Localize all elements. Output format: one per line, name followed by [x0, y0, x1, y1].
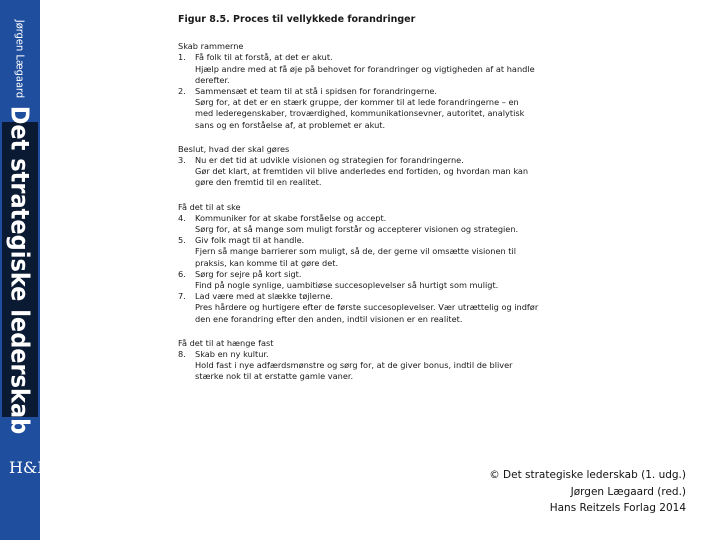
item-line: Sørg for, at det er en stærk gruppe, der kommer til at lede forandringerne – en [195, 97, 519, 108]
item-text [195, 52, 578, 86]
item-text [195, 349, 578, 383]
section-heading: Skab rammerne [178, 41, 244, 52]
section-heading: Få det til at hænge fast [178, 337, 274, 348]
item-line: Hjælp andre med at få øje på behovet for forandringer og vigtigheden af at handle [195, 63, 535, 74]
item-line: Giv folk magt til at handle. [195, 235, 305, 246]
list-item [178, 86, 578, 131]
figure-section [178, 338, 578, 383]
item-line: Sørg for sejre på kort sigt. [195, 268, 302, 279]
item-text [195, 291, 578, 325]
item-number: 4. [178, 212, 186, 223]
figure-section [178, 41, 578, 131]
list-item [178, 269, 578, 291]
item-line: Nu er det tid at udvikle visionen og strategien for forandringerne. [195, 155, 464, 166]
item-line: med lederegenskaber, troværdighed, kommunikationsevner, autoritet, analytisk [195, 108, 525, 119]
item-text [195, 235, 578, 269]
caption-line: © Det strategiske lederskab (1. udg.) [489, 469, 686, 481]
figure-section [178, 144, 578, 189]
item-line: Gør det klart, at fremtiden vil blive anderledes end fortiden, og hvordan man kan [195, 166, 529, 177]
item-number: 3. [178, 155, 186, 166]
item-line: Fjern så mange barrierer som muligt, så de, der gerne vil omsætte visionen til [195, 246, 517, 257]
item-number: 6. [178, 268, 186, 279]
item-line: praksis, kan komme til at gøre det. [195, 257, 339, 268]
book-spine [0, 0, 50, 540]
figure-section [178, 202, 578, 325]
spine-title: Det strategiske lederskab [5, 105, 35, 434]
item-text [195, 86, 578, 131]
item-line: Kommuniker for at skabe forståelse og accept. [195, 212, 387, 223]
item-line: Sørg for, at så mange som muligt forstår og accepterer visionen og strategien. [195, 224, 519, 235]
copyright-caption [489, 467, 686, 517]
list-item [178, 291, 578, 325]
item-number: 7. [178, 291, 186, 302]
item-line: Pres hårdere og hurtigere efter de første succesoplevelser. Vær utrættelig og indfør [195, 302, 539, 313]
item-line: derefter. [195, 74, 230, 85]
list-item [178, 349, 578, 383]
item-number: 2. [178, 86, 186, 97]
figure-title: Figur 8.5. Proces til vellykkede forandringer [178, 14, 416, 25]
section-heading: Beslut, hvad der skal gøres [178, 143, 290, 154]
figure-sections [178, 41, 578, 382]
item-line: Få folk til at forstå, at det er akut. [195, 52, 333, 63]
item-line: Hold fast i nye adfærdsmønstre og sørg for, at de giver bonus, indtil de bliver [195, 360, 513, 371]
list-item [178, 235, 578, 269]
item-line: Lad være med at slække tøjlerne. [195, 291, 333, 302]
item-number: 5. [178, 235, 186, 246]
section-heading: Få det til at ske [178, 201, 241, 212]
item-line: sans og en forståelse af, at problemet er akut. [195, 119, 386, 130]
item-line: den ene forandring efter den anden, indtil visionen er en realitet. [195, 313, 463, 324]
item-text [195, 155, 578, 189]
item-line: stærke nok til at erstatte gamle vaner. [195, 371, 354, 382]
item-line: Skab en ny kultur. [195, 349, 269, 360]
caption-line: Hans Reitzels Forlag 2014 [549, 502, 686, 514]
item-text [195, 213, 578, 235]
publisher-logo: H&R [9, 458, 50, 477]
item-line: Find på nogle synlige, uambitiøse succesoplevelser så hurtigt som muligt. [195, 280, 499, 291]
list-item [178, 52, 578, 86]
item-number: 1. [178, 52, 186, 63]
item-text [195, 269, 578, 291]
spine-author: Jørgen Lægaard [13, 19, 27, 99]
list-item [178, 155, 578, 189]
figure-document [178, 14, 578, 396]
list-item [178, 213, 578, 235]
item-line: Sammensæt et team til at stå i spidsen for forandringerne. [195, 86, 438, 97]
caption-line: Jørgen Lægaard (red.) [570, 485, 686, 498]
item-line: gøre den fremtid til en realitet. [195, 177, 322, 188]
item-number: 8. [178, 349, 186, 360]
spine-title-band [2, 105, 38, 434]
